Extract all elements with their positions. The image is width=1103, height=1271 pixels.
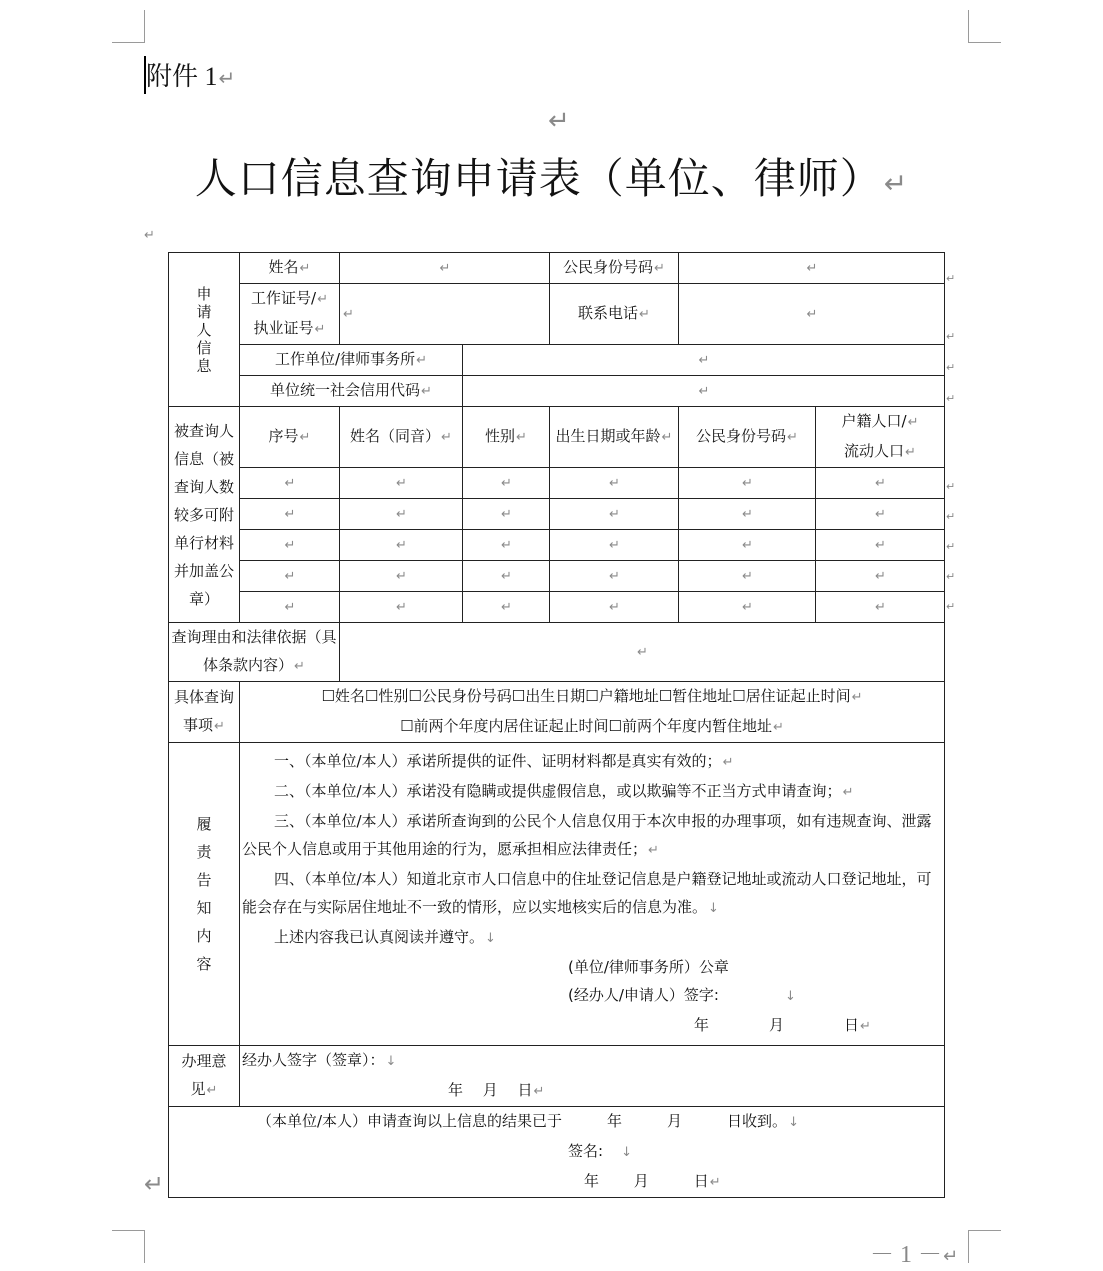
duty-content: 一、（本单位/本人）承诺所提供的证件、证明材料都是真实有效的；↵ 二、（本单位/本人）承诺没有隐瞒或提供虚假信息，或以欺骗等不正当方式申请查询；↵ 三、（本单位/本人）承诺所查询到的公民个人信息仅用于本次申报的办理事项，如有违规查询、泄露公民个人信息或用于其他用途的行为，愿承担相应法律责任；↵ 四、（本单位/本人）知道北京市人口信息中的住址登记信息是户籍登记地址或流动人口登记地址，可能会存在与实际居住地址不一致的情形，应以实地核实后的信息为准。↓ 上述内容我已认真阅读并遵守。↓ (单位/律师事务所）公章 (经办人/申请人）签字: ↓ 年 月 日↵: [240, 743, 945, 1046]
crop-mark-bottom-left: [112, 1230, 145, 1263]
crop-mark-top-right: [968, 10, 1001, 43]
table-cell[interactable]: ↵: [679, 561, 816, 592]
row-end-mark-icon: ↵: [946, 540, 956, 553]
row-end-mark-icon: ↵: [946, 272, 956, 285]
phone-label: 联系电话↵: [550, 284, 679, 345]
name-field[interactable]: ↵: [340, 253, 550, 284]
handling-label: 办理意见↵: [169, 1046, 240, 1107]
table-cell[interactable]: ↵: [550, 530, 679, 561]
crop-mark-bottom-right: [968, 1230, 1001, 1263]
table-cell[interactable]: ↵: [340, 499, 463, 530]
row-end-mark-icon: ↵: [946, 600, 956, 613]
handling-content: 经办人签字（签章）：↓ 年 月 日↵: [240, 1046, 945, 1107]
table-cell[interactable]: ↵: [463, 530, 550, 561]
table-cell[interactable]: ↵: [240, 499, 340, 530]
table-cell[interactable]: ↵: [340, 592, 463, 623]
table-cell[interactable]: ↵: [463, 561, 550, 592]
row-end-mark-icon: ↵: [946, 361, 956, 374]
row-end-mark-icon: ↵: [946, 570, 956, 583]
table-row: [169, 592, 945, 623]
applicant-section-label: 申请人信息: [169, 253, 240, 407]
table-cell[interactable]: ↵: [240, 468, 340, 499]
organization-label: 工作单位/律师事务所↵: [240, 345, 463, 376]
table-cell[interactable]: ↵: [550, 592, 679, 623]
credit-code-label: 单位统一社会信用代码↵: [240, 376, 463, 407]
reason-field[interactable]: ↵: [340, 623, 945, 682]
table-row: [169, 530, 945, 561]
table-cell[interactable]: ↵: [240, 530, 340, 561]
table-cell[interactable]: ↵: [340, 468, 463, 499]
table-cell[interactable]: ↵: [550, 499, 679, 530]
document-title: 人口信息查询申请表（单位、律师）↵: [194, 154, 909, 203]
table-cell[interactable]: ↵: [816, 468, 945, 499]
header-birth: 出生日期或年龄↵: [550, 407, 679, 468]
reason-label: 查询理由和法律依据（具体条款内容）↵: [169, 623, 340, 682]
table-cell[interactable]: ↵: [550, 561, 679, 592]
table-cell[interactable]: ↵: [463, 468, 550, 499]
header-serial: 序号↵: [240, 407, 340, 468]
receipt-confirmation: （本单位/本人）申请查询以上信息的结果已于 年 月 日收到。↓ 签名: ↓ 年 月 日↵: [169, 1107, 945, 1198]
certificate-label: 工作证号/↵ 执业证号↵: [240, 284, 340, 345]
table-cell[interactable]: ↵: [340, 530, 463, 561]
attachment-label[interactable]: 附件 1↵: [146, 56, 235, 93]
name-label: 姓名↵: [240, 253, 340, 284]
table-cell[interactable]: ↵: [240, 561, 340, 592]
table-cell[interactable]: ↵: [679, 468, 816, 499]
items-label: 具体查询事项↵: [169, 682, 240, 743]
header-id: 公民身份号码↵: [679, 407, 816, 468]
page-number: － 1 －↵: [870, 1242, 959, 1268]
table-cell[interactable]: ↵: [550, 468, 679, 499]
table-row: [169, 468, 945, 499]
certificate-field[interactable]: ↵: [340, 284, 550, 345]
items-options[interactable]: ☐姓名☐性别☐公民身份号码☐出生日期☐户籍地址☐暂住地址☐居住证起止时间↵ ☐前两个年度内居住证起止时间☐前两个年度内暂住地址↵: [240, 682, 945, 743]
table-cell[interactable]: ↵: [240, 592, 340, 623]
id-number-field[interactable]: ↵: [679, 253, 945, 284]
phone-field[interactable]: ↵: [679, 284, 945, 345]
table-cell[interactable]: ↵: [463, 592, 550, 623]
table-cell[interactable]: ↵: [679, 592, 816, 623]
crop-mark-top-left: [112, 10, 145, 43]
table-cell[interactable]: ↵: [816, 592, 945, 623]
row-end-mark-icon: ↵: [946, 480, 956, 493]
row-end-mark-icon: ↵: [946, 392, 956, 405]
paragraph-mark-icon: ↵: [144, 228, 155, 243]
paragraph-mark-icon: ↵: [548, 106, 570, 136]
credit-code-field[interactable]: ↵: [463, 376, 945, 407]
subject-section-label: 被查询人信息（被查询人数较多可附单行材料并加盖公章）: [169, 407, 240, 623]
row-end-mark-icon: ↵: [946, 510, 956, 523]
duty-label: 履责告知内容: [169, 743, 240, 1046]
application-form-table: [168, 252, 945, 1198]
paragraph-mark-icon: ↵: [144, 1170, 165, 1198]
table-cell[interactable]: ↵: [816, 561, 945, 592]
row-end-mark-icon: ↵: [946, 330, 956, 343]
table-cell[interactable]: ↵: [816, 499, 945, 530]
header-name: 姓名（同音）↵: [340, 407, 463, 468]
table-row: [169, 561, 945, 592]
table-cell[interactable]: ↵: [679, 499, 816, 530]
table-cell[interactable]: ↵: [340, 561, 463, 592]
header-gender: 性别↵: [463, 407, 550, 468]
table-row: [169, 499, 945, 530]
table-cell[interactable]: ↵: [816, 530, 945, 561]
text-cursor: [144, 56, 146, 94]
table-cell[interactable]: ↵: [679, 530, 816, 561]
id-number-label: 公民身份号码↵: [550, 253, 679, 284]
organization-field[interactable]: ↵: [463, 345, 945, 376]
table-cell[interactable]: ↵: [463, 499, 550, 530]
header-residence-type: 户籍人口/↵ 流动人口↵: [816, 407, 945, 468]
